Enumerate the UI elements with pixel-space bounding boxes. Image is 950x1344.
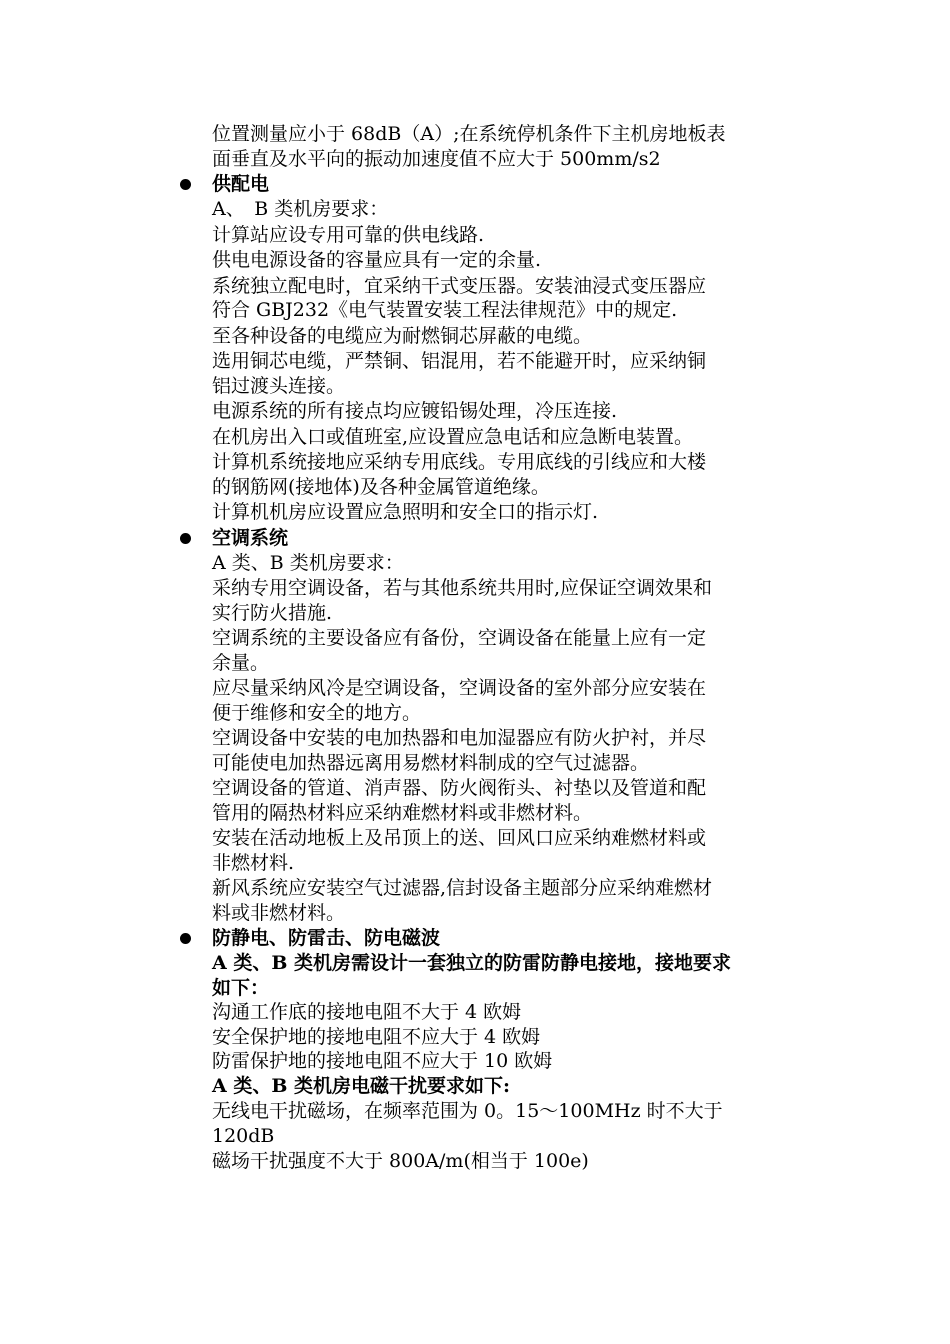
text-line: 磁场干扰强度不大于 800A/m(相当于 100e) (212, 1150, 589, 1172)
section-subtitle: A、 B 类机房要求： (212, 198, 389, 220)
text-line: 120dB (212, 1124, 275, 1147)
text-line: 选用铜芯电缆，严禁铜、铝混用，若不能避开时，应采纳铜 (212, 350, 707, 372)
text-line: 系统独立配电时，宜采纳干式变压器。安装油浸式变压器应 (212, 274, 707, 297)
list-item: 防雷保护地的接地电阻不应大于 10 欧姆 (212, 1050, 553, 1072)
text-line: 如下： (212, 976, 270, 999)
heading-text: 供配电 (212, 173, 270, 195)
text-line: 非燃材料. (212, 851, 295, 874)
text-line: 采纳专用空调设备，若与其他系统共用时,应保证空调效果和 (212, 577, 713, 599)
paragraph (212, 324, 812, 349)
text-line: 至各种设备的电缆应为耐燃铜芯屏蔽的电缆。 (212, 324, 593, 347)
text-line: 符合 GBJ232《电气装置安装工程法律规范》中的规定. (212, 299, 678, 321)
text-line: A 类、B 类机房需设计一套独立的防雷防静电接地，接地要求 (212, 952, 732, 974)
text-line: 空调设备中安装的电加热器和电加湿器应有防火护衬，并尽 (212, 727, 707, 749)
text-line: 的钢筋网(接地体)及各种金属管道绝缘。 (212, 475, 550, 498)
paragraph (212, 676, 812, 725)
bullet-icon (180, 179, 191, 190)
heading-text: 空调系统 (212, 526, 289, 549)
text-line: 安装在活动地板上及吊顶上的送、回风口应采纳难燃材料或 (212, 827, 707, 849)
section-heading-protection (212, 926, 812, 951)
paragraph (212, 826, 812, 875)
paragraph (212, 626, 812, 675)
section-heading-power (212, 172, 812, 197)
bold-paragraph (212, 951, 812, 1000)
text-line: 料或非燃材料。 (212, 901, 346, 924)
text-line: 在机房出入口或值班室,应设置应急电话和应急断电装置。 (212, 425, 694, 448)
text-line: 电源系统的所有接点均应镀铅锡处理，冷压连接. (212, 400, 618, 422)
paragraph (212, 399, 812, 424)
paragraph (212, 349, 812, 398)
text-line: 计算机系统接地应采纳专用底线。专用底线的引线应和大楼 (212, 451, 707, 473)
text-line: 实行防火措施. (212, 601, 333, 624)
heading-text: 防静电、防雷击、防电磁波 (212, 927, 441, 949)
bold-line: A 类、B 类机房电磁干扰要求如下: (212, 1074, 511, 1097)
section-subtitle: A 类、B 类机房要求： (212, 551, 404, 574)
document-body (212, 122, 812, 1174)
text-line: 铝过渡头连接。 (212, 374, 346, 397)
text-line: 可能使电加热器远离用易燃材料制成的空气过滤器。 (212, 751, 650, 774)
text-line: 应尽量采纳风冷是空调设备，空调设备的室外部分应安装在 (212, 677, 707, 699)
intro-paragraph (212, 122, 812, 171)
paragraph (212, 576, 812, 625)
text-line: 位置测量应小于 68dB（A）;在系统停机条件下主机房地板表 (212, 123, 726, 145)
text-line: 新风系统应安装空气过滤器,信封设备主题部分应采纳难燃材 (212, 877, 713, 899)
paragraph (212, 500, 812, 525)
text-line: 面垂直及水平向的振动加速度值不应大于 500mm/s2 (212, 147, 661, 170)
paragraph (212, 1149, 812, 1174)
text-line: 计算机机房应设置应急照明和安全口的指示灯. (212, 501, 599, 523)
paragraph (212, 223, 812, 248)
paragraph (212, 425, 812, 450)
list-item: 安全保护地的接地电阻不应大于 4 欧姆 (212, 1025, 541, 1048)
paragraph (212, 274, 812, 323)
paragraph (212, 450, 812, 499)
text-line: 空调设备的管道、消声器、防火阀衔头、衬垫以及管道和配 (212, 777, 707, 799)
bullet-icon (180, 533, 191, 544)
text-line: 供电电源设备的容量应具有一定的余量. (212, 249, 542, 271)
text-line: 无线电干扰磁场，在频率范围为 0。15～100MHz 时不大于 (212, 1100, 723, 1122)
text-line: 管用的隔热材料应采纳难燃材料或非燃材料。 (212, 801, 593, 824)
text-line: 余量。 (212, 651, 270, 674)
paragraph (212, 776, 812, 825)
paragraph (212, 726, 812, 775)
paragraph (212, 1099, 812, 1148)
paragraph (212, 248, 812, 273)
bullet-icon (180, 933, 191, 944)
section-heading-air-conditioning (212, 526, 812, 551)
text-line: 空调系统的主要设备应有备份，空调设备在能量上应有一定 (212, 627, 707, 649)
text-line: 便于维修和安全的地方。 (212, 701, 422, 724)
paragraph (212, 876, 812, 925)
text-line: 计算站应设专用可靠的供电线路. (212, 223, 485, 246)
list-item: 沟通工作底的接地电阻不大于 4 欧姆 (212, 1001, 522, 1023)
